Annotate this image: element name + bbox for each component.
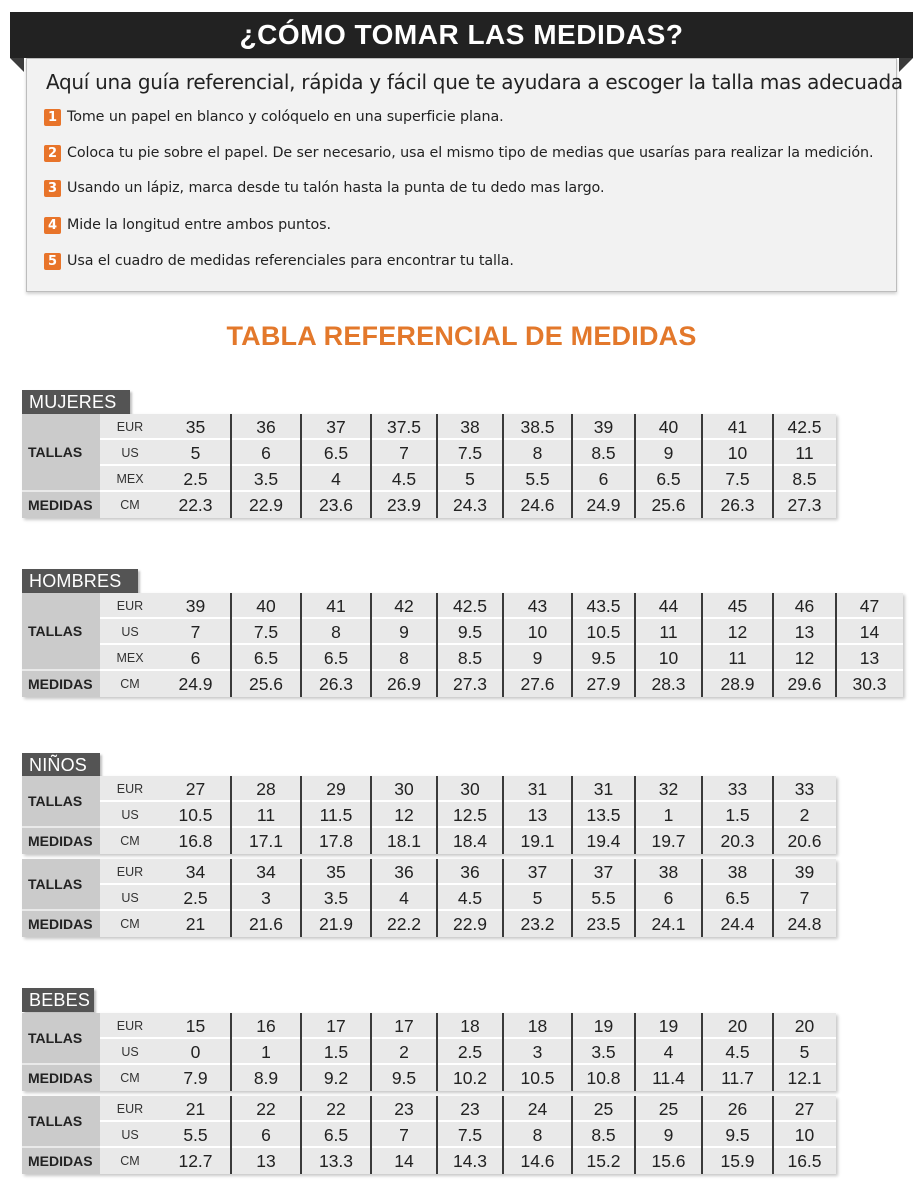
size-cell-us: 7.5 bbox=[457, 443, 483, 463]
size-cell-eur: 30 bbox=[394, 779, 414, 799]
unit-label-mex: MEX bbox=[116, 651, 144, 665]
size-cell-cm: 9.5 bbox=[391, 1068, 417, 1088]
size-cell-us: 6.5 bbox=[725, 888, 750, 908]
size-cell-cm: 10.5 bbox=[520, 1068, 555, 1088]
size-cell-eur: 40 bbox=[658, 417, 679, 437]
size-cell-eur: 17 bbox=[394, 1016, 414, 1036]
size-cell-us: 7 bbox=[399, 1125, 409, 1145]
size-cell-mex: 8 bbox=[399, 648, 409, 668]
size-cell-cm: 24.3 bbox=[452, 495, 488, 515]
size-cell-mex: 8.5 bbox=[457, 648, 483, 668]
size-cell-us: 6.5 bbox=[323, 1125, 349, 1145]
size-cell-mex: 10 bbox=[658, 648, 679, 668]
size-cell-eur: 37 bbox=[326, 417, 346, 437]
size-table bbox=[22, 414, 836, 518]
size-cell-us: 10.5 bbox=[178, 805, 213, 825]
size-cell-us: 11 bbox=[795, 443, 814, 463]
size-cell-us: 4.5 bbox=[457, 888, 483, 908]
size-cell-eur: 47 bbox=[859, 596, 880, 616]
size-cell-eur: 38.5 bbox=[520, 417, 555, 437]
size-cell-us: 5 bbox=[190, 443, 201, 463]
size-cell-eur: 16 bbox=[256, 1016, 276, 1036]
size-cell-cm: 14 bbox=[394, 1151, 414, 1171]
size-cell-cm: 24.4 bbox=[720, 914, 755, 934]
size-cell-eur: 45 bbox=[727, 596, 748, 616]
step-text: Coloca tu pie sobre el papel. De ser necesario, usa el mismo tipo de medias que usarías para realizar la medición. bbox=[67, 145, 874, 161]
size-cell-us: 12 bbox=[727, 622, 748, 642]
size-cell-eur: 32 bbox=[658, 779, 679, 799]
intro-text: Aquí una guía referencial, rápida y fácil que te ayudara a escoger la talla mas adecuada bbox=[46, 70, 903, 94]
size-cell-us: 7.5 bbox=[457, 1125, 483, 1145]
size-cell-us: 10 bbox=[794, 1125, 815, 1145]
size-cell-eur: 25 bbox=[593, 1099, 614, 1119]
size-cell-cm: 18.1 bbox=[386, 831, 422, 851]
size-cell-cm: 21.9 bbox=[318, 914, 354, 934]
unit-label-cm: CM bbox=[120, 917, 140, 931]
size-cell-cm: 14.6 bbox=[520, 1151, 555, 1171]
size-cell-eur: 22 bbox=[326, 1099, 346, 1119]
step-text: Mide la longitud entre ambos puntos. bbox=[67, 217, 331, 233]
size-cell-us: 9 bbox=[663, 1125, 674, 1145]
unit-label-eur: EUR bbox=[116, 1102, 144, 1116]
size-cell-cm: 27.9 bbox=[586, 674, 621, 694]
size-cell-cm: 23.2 bbox=[520, 914, 555, 934]
size-cell-cm: 25.6 bbox=[248, 674, 284, 694]
unit-label-cm: CM bbox=[120, 1154, 140, 1168]
size-cell-cm: 10.2 bbox=[452, 1068, 488, 1088]
size-cell-eur: 19 bbox=[593, 1016, 614, 1036]
section-label: BEBES bbox=[22, 988, 94, 1012]
size-cell-cm: 12.7 bbox=[178, 1151, 213, 1171]
size-cell-mex: 12 bbox=[794, 648, 815, 668]
unit-label-eur: EUR bbox=[116, 599, 144, 613]
size-cell-mex: 4 bbox=[331, 469, 341, 489]
size-cell-cm: 15.2 bbox=[586, 1151, 621, 1171]
unit-label-us: US bbox=[121, 446, 139, 460]
step-text: Tome un papel en blanco y colóquelo en una superficie plana. bbox=[67, 109, 504, 125]
size-cell-us: 4.5 bbox=[725, 1042, 750, 1062]
size-cell-us: 3.5 bbox=[591, 1042, 616, 1062]
size-cell-eur: 38 bbox=[460, 417, 480, 437]
size-cell-mex: 6.5 bbox=[253, 648, 279, 668]
size-cell-us: 12 bbox=[394, 805, 414, 825]
size-cell-cm: 10.8 bbox=[586, 1068, 621, 1088]
size-cell-us: 2 bbox=[399, 1042, 409, 1062]
size-cell-cm: 27.3 bbox=[452, 674, 488, 694]
size-cell-mex: 8.5 bbox=[792, 469, 817, 489]
size-cell-eur: 30 bbox=[460, 779, 480, 799]
size-cell-eur: 37.5 bbox=[386, 417, 422, 437]
row-header-tallas: TALLAS bbox=[22, 776, 100, 826]
size-cell-us: 11 bbox=[659, 622, 678, 642]
step-2 bbox=[44, 142, 873, 164]
size-cell-us: 8 bbox=[331, 622, 341, 642]
size-cell-us: 12.5 bbox=[452, 805, 488, 825]
size-cell-eur: 46 bbox=[794, 596, 815, 616]
size-cell-us: 4 bbox=[399, 888, 409, 908]
size-cell-cm: 14.3 bbox=[452, 1151, 488, 1171]
size-cell-mex: 6 bbox=[190, 648, 201, 668]
size-cell-us: 1 bbox=[663, 805, 674, 825]
size-cell-eur: 42.5 bbox=[787, 417, 822, 437]
step-text: Usando un lápiz, marca desde tu talón hasta la punta de tu dedo mas largo. bbox=[67, 180, 605, 196]
size-cell-us: 8 bbox=[532, 1125, 543, 1145]
size-cell-us: 7.5 bbox=[253, 622, 279, 642]
size-cell-eur: 33 bbox=[794, 779, 815, 799]
size-cell-eur: 39 bbox=[794, 862, 815, 882]
size-cell-us: 11.5 bbox=[319, 805, 353, 825]
unit-label-us: US bbox=[121, 1128, 139, 1142]
size-cell-cm: 22.2 bbox=[386, 914, 422, 934]
size-cell-mex: 6 bbox=[598, 469, 609, 489]
row-header-tallas: TALLAS bbox=[22, 414, 100, 490]
unit-label-cm: CM bbox=[120, 677, 140, 691]
banner-fold-left bbox=[10, 58, 24, 72]
size-cell-cm: 26.9 bbox=[386, 674, 422, 694]
size-cell-cm: 28.3 bbox=[651, 674, 686, 694]
size-cell-eur: 43.5 bbox=[586, 596, 621, 616]
size-cell-cm: 19.4 bbox=[586, 831, 621, 851]
size-cell-cm: 24.1 bbox=[651, 914, 686, 934]
size-cell-cm: 27.6 bbox=[520, 674, 555, 694]
size-cell-us: 7 bbox=[399, 443, 409, 463]
size-cell-eur: 36 bbox=[256, 417, 276, 437]
size-cell-mex: 9 bbox=[532, 648, 543, 668]
size-cell-us: 5.5 bbox=[183, 1125, 208, 1145]
size-cell-eur: 25 bbox=[658, 1099, 679, 1119]
size-table bbox=[22, 859, 836, 937]
size-cell-us: 13 bbox=[527, 805, 548, 825]
size-cell-cm: 24.6 bbox=[520, 495, 555, 515]
size-cell-eur: 43 bbox=[527, 596, 548, 616]
size-cell-us: 10 bbox=[527, 622, 548, 642]
size-cell-eur: 41 bbox=[727, 417, 748, 437]
size-cell-us: 2.5 bbox=[183, 888, 208, 908]
size-cell-eur: 28 bbox=[256, 779, 276, 799]
size-cell-cm: 19.7 bbox=[651, 831, 686, 851]
unit-label-eur: EUR bbox=[116, 865, 144, 879]
size-cell-us: 3.5 bbox=[323, 888, 349, 908]
size-cell-cm: 15.9 bbox=[720, 1151, 755, 1171]
size-cell-cm: 11.4 bbox=[652, 1068, 685, 1088]
row-header-tallas: TALLAS bbox=[22, 859, 100, 909]
size-cell-cm: 22.3 bbox=[178, 495, 213, 515]
section-label: NIÑOS bbox=[22, 753, 100, 777]
size-cell-eur: 38 bbox=[727, 862, 748, 882]
size-cell-cm: 21.6 bbox=[248, 914, 284, 934]
row-header-medidas: MEDIDAS bbox=[22, 828, 100, 854]
size-cell-us: 11 bbox=[256, 805, 276, 825]
size-cell-eur: 19 bbox=[658, 1016, 679, 1036]
row-header-medidas: MEDIDAS bbox=[22, 1065, 100, 1091]
size-cell-eur: 24 bbox=[527, 1099, 548, 1119]
unit-label-mex: MEX bbox=[116, 472, 144, 486]
size-cell-us: 4 bbox=[663, 1042, 674, 1062]
step-3 bbox=[44, 177, 604, 199]
row-header-medidas: MEDIDAS bbox=[22, 1148, 100, 1174]
size-cell-mex: 3.5 bbox=[253, 469, 279, 489]
size-cell-cm: 20.3 bbox=[720, 831, 755, 851]
size-table-title: TABLA REFERENCIAL DE MEDIDAS bbox=[226, 321, 697, 351]
size-cell-cm: 26.3 bbox=[720, 495, 755, 515]
size-cell-eur: 31 bbox=[527, 779, 548, 799]
size-cell-eur: 31 bbox=[593, 779, 614, 799]
size-cell-cm: 21 bbox=[185, 914, 206, 934]
size-cell-cm: 7.9 bbox=[183, 1068, 208, 1088]
size-cell-mex: 5 bbox=[465, 469, 475, 489]
size-table bbox=[22, 593, 903, 697]
size-cell-eur: 22 bbox=[256, 1099, 276, 1119]
size-cell-us: 8 bbox=[532, 443, 543, 463]
size-cell-eur: 27 bbox=[185, 779, 206, 799]
row-header-medidas: MEDIDAS bbox=[22, 911, 100, 937]
instructions-panel bbox=[26, 58, 903, 292]
size-cell-eur: 26 bbox=[727, 1099, 748, 1119]
size-cell-eur: 27 bbox=[794, 1099, 815, 1119]
size-cell-eur: 39 bbox=[185, 596, 206, 616]
size-cell-eur: 37 bbox=[593, 862, 614, 882]
size-cell-cm: 22.9 bbox=[248, 495, 284, 515]
step-number-badge: 3 bbox=[44, 180, 61, 197]
size-cell-cm: 17.8 bbox=[318, 831, 354, 851]
step-5 bbox=[44, 250, 514, 272]
size-cell-us: 9 bbox=[663, 443, 674, 463]
size-cell-mex: 11 bbox=[728, 648, 747, 668]
section-label: HOMBRES bbox=[22, 569, 138, 593]
size-cell-cm: 28.9 bbox=[720, 674, 755, 694]
size-cell-cm: 16.5 bbox=[787, 1151, 822, 1171]
size-cell-us: 7 bbox=[799, 888, 810, 908]
row-header-tallas: TALLAS bbox=[22, 593, 100, 669]
size-cell-us: 13 bbox=[794, 622, 815, 642]
size-cell-cm: 8.9 bbox=[253, 1068, 279, 1088]
size-cell-cm: 11.7 bbox=[721, 1068, 754, 1088]
section-label: MUJERES bbox=[22, 390, 130, 414]
row-header-medidas: MEDIDAS bbox=[22, 492, 100, 518]
size-cell-eur: 37 bbox=[527, 862, 548, 882]
size-cell-eur: 38 bbox=[658, 862, 679, 882]
size-cell-us: 6 bbox=[261, 443, 271, 463]
size-cell-cm: 26.3 bbox=[318, 674, 354, 694]
size-cell-cm: 24.9 bbox=[178, 674, 213, 694]
step-4 bbox=[44, 214, 331, 236]
size-cell-us: 5 bbox=[532, 888, 543, 908]
size-cell-cm: 15.6 bbox=[651, 1151, 686, 1171]
size-cell-us: 14 bbox=[859, 622, 880, 642]
size-cell-mex: 6.5 bbox=[323, 648, 349, 668]
step-number-badge: 1 bbox=[44, 109, 61, 126]
size-cell-mex: 7.5 bbox=[725, 469, 750, 489]
size-cell-cm: 12.1 bbox=[787, 1068, 822, 1088]
size-cell-cm: 13.3 bbox=[318, 1151, 354, 1171]
size-cell-eur: 39 bbox=[593, 417, 614, 437]
size-cell-us: 1 bbox=[261, 1042, 271, 1062]
size-cell-cm: 22.9 bbox=[452, 914, 488, 934]
size-cell-eur: 42 bbox=[394, 596, 414, 616]
size-cell-eur: 44 bbox=[658, 596, 679, 616]
unit-label-cm: CM bbox=[120, 834, 140, 848]
size-cell-eur: 36 bbox=[394, 862, 414, 882]
size-cell-mex: 4.5 bbox=[391, 469, 417, 489]
size-cell-cm: 29.6 bbox=[787, 674, 822, 694]
size-cell-us: 10.5 bbox=[586, 622, 621, 642]
size-cell-eur: 17 bbox=[326, 1016, 346, 1036]
size-cell-eur: 34 bbox=[185, 862, 206, 882]
size-cell-eur: 33 bbox=[727, 779, 748, 799]
size-cell-us: 6.5 bbox=[323, 443, 349, 463]
size-cell-cm: 18.4 bbox=[452, 831, 488, 851]
unit-label-cm: CM bbox=[120, 498, 140, 512]
size-table bbox=[22, 1013, 836, 1091]
size-cell-cm: 19.1 bbox=[520, 831, 555, 851]
size-cell-eur: 35 bbox=[185, 417, 206, 437]
page-title: ¿CÓMO TOMAR LAS MEDIDAS? bbox=[10, 12, 913, 58]
unit-label-us: US bbox=[121, 808, 139, 822]
size-cell-mex: 2.5 bbox=[183, 469, 208, 489]
size-cell-us: 5 bbox=[799, 1042, 810, 1062]
size-table bbox=[22, 776, 836, 854]
size-cell-us: 2.5 bbox=[457, 1042, 483, 1062]
size-table bbox=[22, 1096, 836, 1174]
size-cell-cm: 23.9 bbox=[386, 495, 422, 515]
size-cell-eur: 36 bbox=[460, 862, 480, 882]
size-cell-eur: 34 bbox=[256, 862, 276, 882]
size-cell-us: 8.5 bbox=[591, 1125, 616, 1145]
size-cell-cm: 23.5 bbox=[586, 914, 621, 934]
size-cell-mex: 13 bbox=[859, 648, 880, 668]
size-cell-us: 8.5 bbox=[591, 443, 616, 463]
step-number-badge: 4 bbox=[44, 217, 61, 234]
size-cell-cm: 13 bbox=[256, 1151, 276, 1171]
row-header-tallas: TALLAS bbox=[22, 1013, 100, 1063]
size-cell-eur: 42.5 bbox=[452, 596, 488, 616]
size-cell-us: 6 bbox=[261, 1125, 271, 1145]
unit-label-us: US bbox=[121, 891, 139, 905]
size-cell-mex: 9.5 bbox=[591, 648, 616, 668]
size-cell-eur: 21 bbox=[185, 1099, 206, 1119]
size-cell-us: 9.5 bbox=[725, 1125, 750, 1145]
size-cell-cm: 30.3 bbox=[852, 674, 887, 694]
size-cell-eur: 20 bbox=[727, 1016, 748, 1036]
size-cell-us: 3 bbox=[532, 1042, 543, 1062]
size-cell-us: 6 bbox=[663, 888, 674, 908]
size-cell-cm: 24.9 bbox=[586, 495, 621, 515]
size-cell-cm: 23.6 bbox=[318, 495, 354, 515]
size-cell-eur: 35 bbox=[326, 862, 346, 882]
unit-label-eur: EUR bbox=[116, 782, 144, 796]
size-cell-mex: 5.5 bbox=[525, 469, 550, 489]
size-cell-eur: 20 bbox=[794, 1016, 815, 1036]
size-cell-us: 10 bbox=[727, 443, 748, 463]
size-cell-cm: 25.6 bbox=[651, 495, 686, 515]
size-cell-cm: 24.8 bbox=[787, 914, 822, 934]
step-text: Usa el cuadro de medidas referenciales para encontrar tu talla. bbox=[67, 253, 514, 269]
size-cell-eur: 23 bbox=[394, 1099, 414, 1119]
unit-label-eur: EUR bbox=[116, 420, 144, 434]
row-header-medidas: MEDIDAS bbox=[22, 671, 100, 697]
size-cell-eur: 41 bbox=[326, 596, 346, 616]
size-cell-eur: 18 bbox=[527, 1016, 548, 1036]
size-cell-us: 0 bbox=[190, 1042, 201, 1062]
row-header-tallas: TALLAS bbox=[22, 1096, 100, 1146]
step-number-badge: 5 bbox=[44, 253, 61, 270]
size-cell-cm: 16.8 bbox=[178, 831, 213, 851]
step-1 bbox=[44, 106, 504, 128]
size-cell-us: 9.5 bbox=[457, 622, 483, 642]
size-cell-us: 7 bbox=[190, 622, 201, 642]
step-number-badge: 2 bbox=[44, 145, 61, 162]
size-cell-eur: 23 bbox=[460, 1099, 480, 1119]
size-cell-us: 2 bbox=[799, 805, 810, 825]
size-cell-us: 3 bbox=[261, 888, 271, 908]
size-cell-us: 13.5 bbox=[586, 805, 621, 825]
size-cell-cm: 20.6 bbox=[787, 831, 822, 851]
size-cell-cm: 27.3 bbox=[787, 495, 822, 515]
size-cell-us: 9 bbox=[399, 622, 409, 642]
unit-label-us: US bbox=[121, 1045, 139, 1059]
unit-label-us: US bbox=[121, 625, 139, 639]
size-cell-us: 1.5 bbox=[323, 1042, 349, 1062]
size-cell-cm: 17.1 bbox=[248, 831, 284, 851]
unit-label-eur: EUR bbox=[116, 1019, 144, 1033]
size-cell-eur: 15 bbox=[185, 1016, 206, 1036]
size-cell-eur: 40 bbox=[256, 596, 276, 616]
size-cell-us: 5.5 bbox=[591, 888, 616, 908]
size-cell-eur: 29 bbox=[326, 779, 346, 799]
size-cell-us: 1.5 bbox=[725, 805, 750, 825]
size-cell-cm: 9.2 bbox=[323, 1068, 349, 1088]
unit-label-cm: CM bbox=[120, 1071, 140, 1085]
size-cell-eur: 18 bbox=[460, 1016, 480, 1036]
size-cell-mex: 6.5 bbox=[656, 469, 681, 489]
